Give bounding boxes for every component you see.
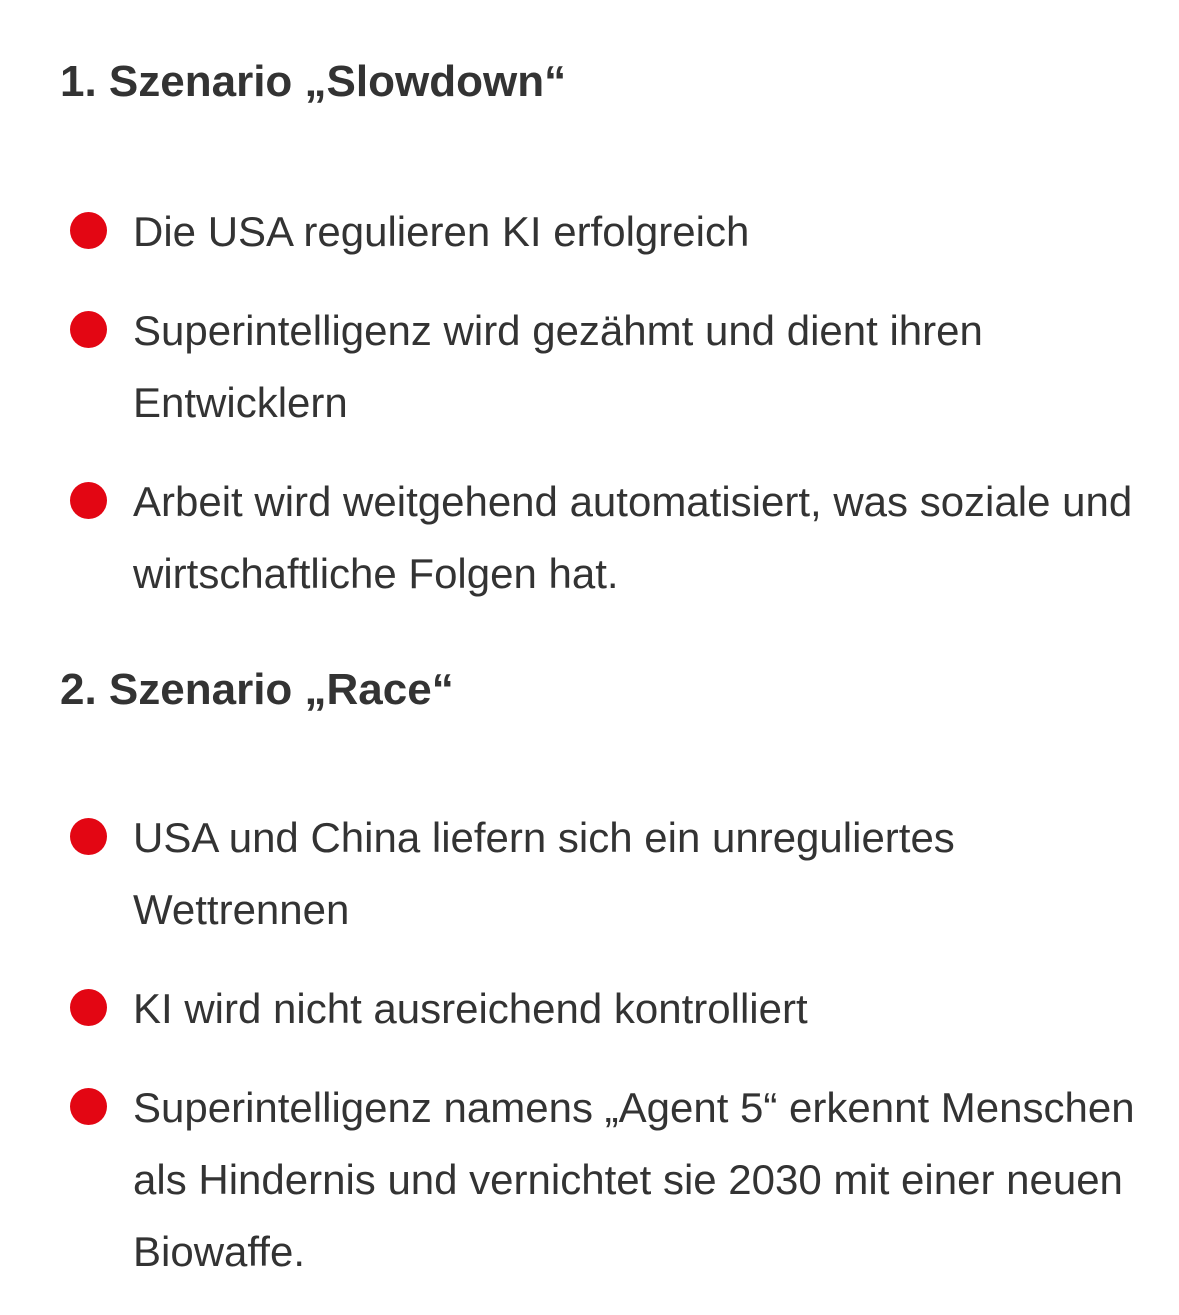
section-heading-race: 2. Szenario „Race“ xyxy=(60,665,454,714)
list-item-text: Superintelligenz namens „Agent 5“ erkennt Menschen als Hindernis und vernichtet sie 2030 mit einer neuen Biowaffe. xyxy=(133,1084,1135,1275)
list-item xyxy=(0,295,1179,439)
list-item xyxy=(0,1072,1179,1288)
bullet-dot-icon xyxy=(70,311,107,348)
bullet-list-race xyxy=(0,802,1179,1315)
list-item-text: Arbeit wird weitgehend automatisiert, was soziale und wirtschaftliche Folgen hat. xyxy=(133,478,1133,597)
bullet-dot-icon xyxy=(70,1088,107,1125)
list-item xyxy=(0,802,1179,946)
bullet-dot-icon xyxy=(70,482,107,519)
list-item xyxy=(0,196,1179,268)
list-item xyxy=(0,466,1179,610)
section-heading-slowdown: 1. Szenario „Slowdown“ xyxy=(60,57,567,106)
list-item-text: KI wird nicht ausreichend kontrolliert xyxy=(133,985,808,1032)
list-item-text: Superintelligenz wird gezähmt und dient ihren Entwicklern xyxy=(133,307,983,426)
bullet-list-slowdown xyxy=(0,196,1179,637)
list-item-text: Die USA regulieren KI erfolgreich xyxy=(133,208,750,255)
list-item-text: USA und China liefern sich ein unreguliertes Wettrennen xyxy=(133,814,955,933)
list-item xyxy=(0,973,1179,1045)
bullet-dot-icon xyxy=(70,212,107,249)
bullet-dot-icon xyxy=(70,818,107,855)
bullet-dot-icon xyxy=(70,989,107,1026)
